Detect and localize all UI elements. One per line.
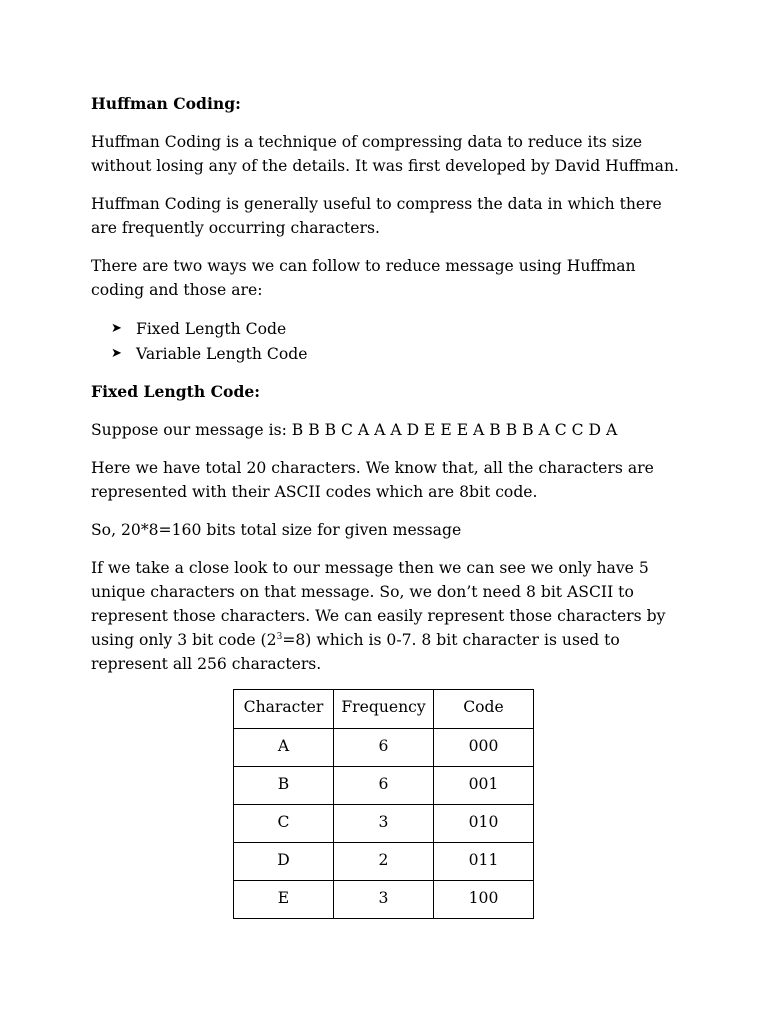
table-row [234,805,534,843]
table-row [234,881,534,919]
table-row [234,729,534,767]
cell-character: D [234,843,334,881]
cell-character: B [234,767,334,805]
paragraph-two-ways: There are two ways we can follow to reduce message using Huffman coding and those are: [91,257,636,299]
arrow-bullet-icon: ➤ [111,345,122,361]
table-row [234,767,534,805]
table-row [234,843,534,881]
list-item [111,316,691,341]
cell-frequency: 3 [334,881,434,919]
table-header-row [234,690,534,729]
list-item-label: Fixed Length Code [136,319,287,338]
paragraph-text-part-2: =8) which is 0-7. 8 bit character is used to represent all 256 characters. [91,631,620,673]
column-header-character: Character [234,690,334,729]
list-item-label: Variable Length Code [136,344,308,363]
cell-frequency: 6 [334,729,434,767]
list-item [111,341,691,366]
paragraph-intro: Huffman Coding is a technique of compressing data to reduce its size without losing any of the details. It was first developed by David Huffman. [91,133,679,175]
cell-character: E [234,881,334,919]
paragraph-text-part-1: If we take a close look to our message then we can see we only have 5 unique characters on that message. So, we don’t need 8 bit ASCII to represent those characters. We can easily represent those characters by using only 3 bit code (2 [91,559,666,649]
cell-code: 100 [434,881,534,919]
cell-code: 000 [434,729,534,767]
methods-list [91,316,691,366]
paragraph-total-characters: Here we have total 20 characters. We know that, all the characters are represented with their ASCII codes which are 8bit code. [91,459,654,501]
paragraph-usefulness: Huffman Coding is generally useful to compress the data in which there are frequently occurring characters. [91,195,662,237]
section-heading-huffman-coding: Huffman Coding: [91,94,241,113]
cell-code: 011 [434,843,534,881]
cell-character: A [234,729,334,767]
paragraph-unique-characters [91,556,691,676]
column-header-frequency: Frequency [334,690,434,729]
document-page [91,92,691,919]
paragraph-total-bits: So, 20*8=160 bits total size for given message [91,521,462,539]
code-table [233,689,534,919]
section-heading-fixed-length-code: Fixed Length Code: [91,382,261,401]
cell-code: 001 [434,767,534,805]
column-header-code: Code [434,690,534,729]
paragraph-message: Suppose our message is: B B B C A A A D E E E A B B B A C C D A [91,421,618,439]
superscript-exponent: 3 [276,631,283,642]
cell-frequency: 6 [334,767,434,805]
cell-character: C [234,805,334,843]
cell-code: 010 [434,805,534,843]
arrow-bullet-icon: ➤ [111,320,122,336]
cell-frequency: 2 [334,843,434,881]
cell-frequency: 3 [334,805,434,843]
